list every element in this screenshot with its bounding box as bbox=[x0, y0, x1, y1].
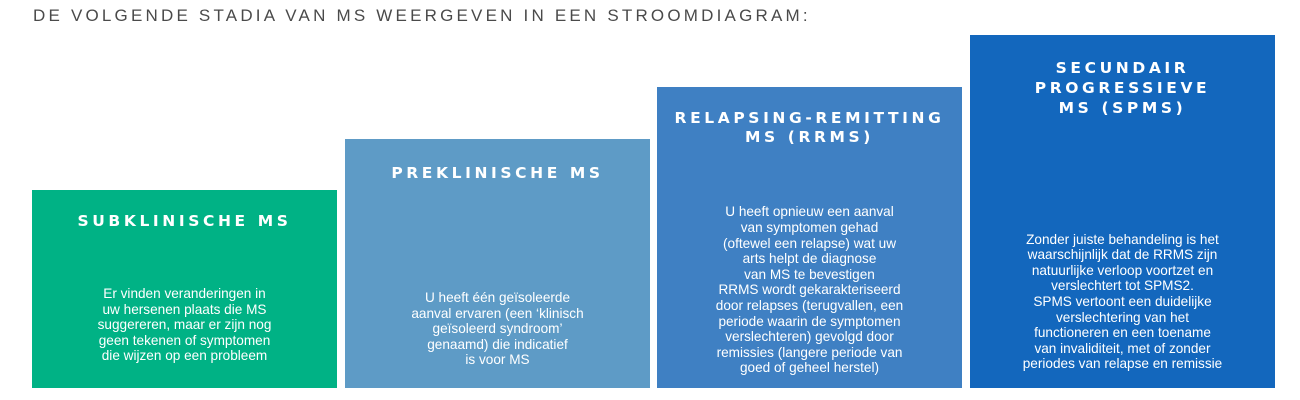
diagram-heading: DE VOLGENDE STADIA VAN MS WEERGEVEN IN EEN STROOMDIAGRAM: bbox=[33, 6, 811, 25]
stage-description: U heeft één geïsoleerde aanval ervaren (een ‘klinisch geïsoleerd syndroom’ genaamd) die indicatief is voor MS bbox=[411, 290, 584, 368]
stage-title: SUBKLINISCHE MS bbox=[77, 212, 292, 230]
stage-relapsing-remitting-ms bbox=[657, 87, 962, 388]
stage-subklinische-ms bbox=[32, 190, 337, 388]
stage-secundair-progressieve-ms bbox=[970, 35, 1275, 388]
stage-description: Er vinden veranderingen in uw hersenen plaats die MS suggereren, maar er zijn nog geen tekenen of symptomen die wijzen op een probleem bbox=[97, 286, 272, 364]
stage-title: SECUNDAIR PROGRESSIEVE MS (SPMS) bbox=[1034, 59, 1211, 117]
stage-title: PREKLINISCHE MS bbox=[391, 164, 604, 182]
stage-description: U heeft opnieuw een aanval van symptomen gehad (oftewel een relapse) wat uw arts helpt de diagnose van MS te bevestigen RRMS wordt gekarakteriseerd door relapses (terugvallen, een periode waarin de symptomen verslechteren) gevolgd door remissies (langere periode van goed of geheel herstel) bbox=[715, 204, 904, 376]
stage-title: RELAPSING-REMITTING MS (RRMS) bbox=[674, 109, 945, 146]
stage-description: Zonder juiste behandeling is het waarschijnlijk dat de RRMS zijn natuurlijke verloop voortzet en verslechtert tot SPMS2. SPMS vertoont een duidelijke verslechtering van het functioneren en een toename van invaliditeit, met of zonder periodes van relapse en remissie bbox=[1022, 231, 1223, 372]
stage-preklinische-ms bbox=[345, 139, 650, 388]
